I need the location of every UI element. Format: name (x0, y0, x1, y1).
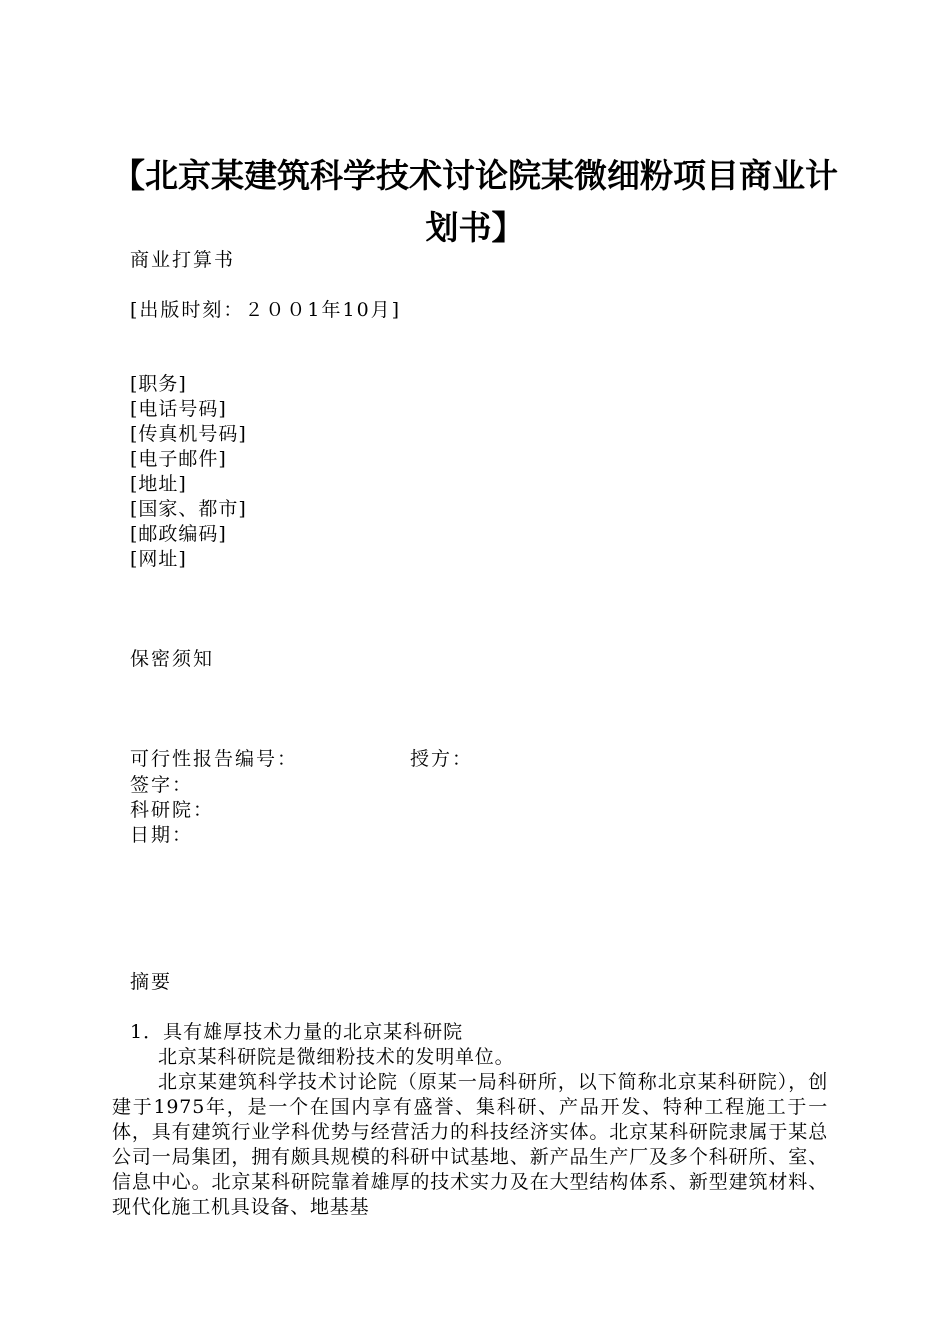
report-number-label: 可行性报告编号： (130, 748, 299, 770)
contact-field-list (130, 372, 247, 572)
paragraph-2: 北京某建筑科学技术讨论院（原某一局科研所，以下简称北京某科研院），创建于1975年，是一个在国内享有盛誉、集科研、产品开发、特种工程施工于一体，具有建筑行业学科优势与经营活力的科技经济实体。北京某科研院隶属于某总公司一局集团，拥有颇具规模的科研中试基地、新产品生产厂及多个科研所、室、信息中心。北京某科研院靠着雄厚的技术实力及在大型结构体系、新型建筑材料、现代化施工机具设备、地基基 (112, 1071, 828, 1218)
document-subtitle: 商业打算书 (130, 249, 236, 271)
contact-field-fax: [传真机号码] (130, 423, 247, 445)
contact-field-country-city: [国家、都市] (130, 498, 247, 520)
signature-label: 签字： (130, 774, 194, 796)
summary-heading: 摘要 (130, 971, 173, 993)
document-title: 【北京某建筑科学技术讨论院某微细粉项目商业计划书】 (112, 156, 838, 247)
contact-field-email: [电子邮件] (130, 448, 227, 470)
contact-field-postcode: [邮政编码] (130, 523, 227, 545)
contact-field-position: [职务] (130, 373, 187, 395)
contact-field-address: [地址] (130, 473, 187, 495)
publish-date: [出版时刻：２００1年10月] (130, 299, 402, 321)
grantee-label: 授方： (410, 748, 474, 770)
institute-label: 科研院： (130, 799, 215, 821)
paragraph-1: 北京某科研院是微细粉技术的发明单位。 (158, 1046, 515, 1068)
confidential-notice-heading: 保密须知 (130, 648, 215, 670)
contact-field-phone: [电话号码] (130, 398, 227, 420)
date-label: 日期： (130, 824, 194, 846)
section-1-heading: 1．具有雄厚技术力量的北京某科研院 (130, 1021, 464, 1043)
contact-field-website: [网址] (130, 548, 187, 570)
